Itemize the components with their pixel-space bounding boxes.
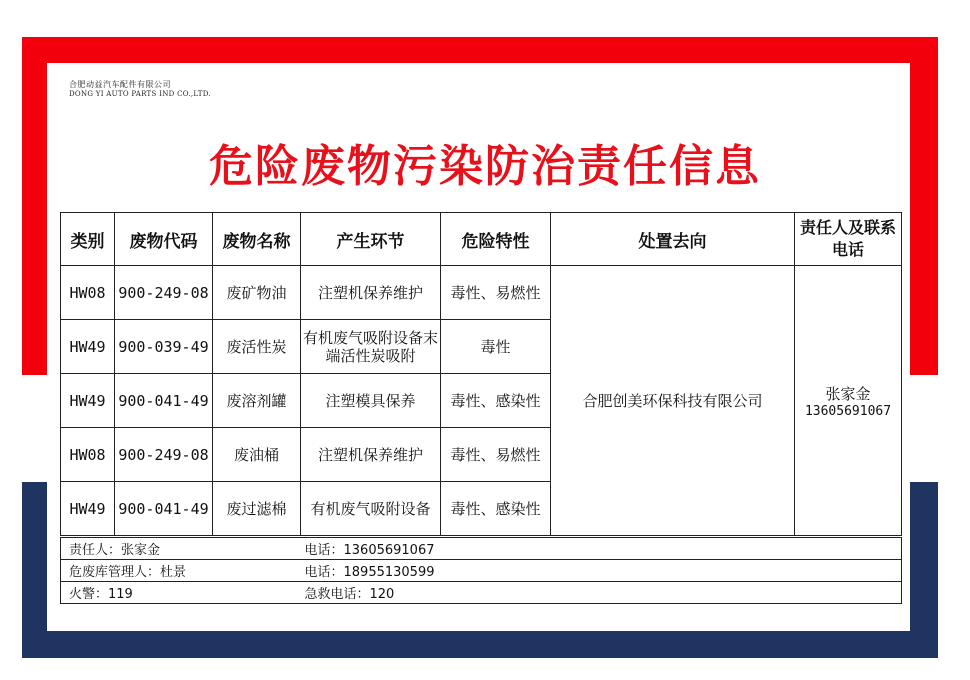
table-header-row — [61, 213, 902, 266]
cell-name: 废油桶 — [213, 428, 301, 482]
footer-contact-left: 危废库管理人：杜景 — [61, 560, 297, 582]
cell-process: 注塑机保养维护 — [301, 266, 441, 320]
header-process: 产生环节 — [301, 213, 441, 266]
company-name-cn: 合肥动益汽车配件有限公司 — [69, 80, 171, 89]
responsible-phone: 13605691067 — [804, 403, 892, 419]
header-name: 废物名称 — [213, 213, 301, 266]
footer-contact-right: 电话：13605691067 — [297, 538, 902, 560]
cell-hazard: 毒性、易燃性 — [441, 266, 551, 320]
cell-name: 废溶剂罐 — [213, 374, 301, 428]
header-code: 废物代码 — [115, 213, 213, 266]
header-responsible: 责任人及联系电话 — [795, 213, 902, 266]
cell-hazard: 毒性、易燃性 — [441, 428, 551, 482]
cell-code: 900-249-08 — [115, 428, 213, 482]
cell-hazard: 毒性 — [441, 320, 551, 374]
cell-process: 注塑模具保养 — [301, 374, 441, 428]
contact-footer-table — [60, 537, 902, 604]
cell-category: HW08 — [61, 428, 115, 482]
cell-category: HW49 — [61, 482, 115, 536]
cell-code: 900-039-49 — [115, 320, 213, 374]
cell-name: 废矿物油 — [213, 266, 301, 320]
cell-responsible — [795, 266, 902, 536]
cell-code: 900-041-49 — [115, 482, 213, 536]
cell-hazard: 毒性、感染性 — [441, 374, 551, 428]
company-name-en: DONG YI AUTO PARTS IND CO.,LTD. — [69, 90, 211, 98]
header-category: 类别 — [61, 213, 115, 266]
cell-hazard: 毒性、感染性 — [441, 482, 551, 536]
hazardous-waste-table — [60, 212, 902, 536]
cell-code: 900-041-49 — [115, 374, 213, 428]
cell-category: HW49 — [61, 374, 115, 428]
cell-name: 废过滤棉 — [213, 482, 301, 536]
responsible-name: 张家金 — [825, 384, 871, 403]
cell-name: 废活性炭 — [213, 320, 301, 374]
cell-process: 有机废气吸附设备末端活性炭吸附 — [301, 320, 441, 374]
cell-process: 注塑机保养维护 — [301, 428, 441, 482]
cell-category: HW49 — [61, 320, 115, 374]
footer-contact-left: 责任人：张家金 — [61, 538, 297, 560]
footer-contact-left: 火警：119 — [61, 582, 297, 604]
header-hazard: 危险特性 — [441, 213, 551, 266]
table-row — [61, 266, 902, 320]
cell-process: 有机废气吸附设备 — [301, 482, 441, 536]
footer-row — [61, 582, 902, 604]
page-title: 危险废物污染防治责任信息 — [209, 141, 761, 192]
footer-contact-right: 电话：18955130599 — [297, 560, 902, 582]
footer-contact-right: 急救电话：120 — [297, 582, 902, 604]
cell-code: 900-249-08 — [115, 266, 213, 320]
header-disposal: 处置去向 — [551, 213, 795, 266]
footer-row — [61, 560, 902, 582]
cell-disposal: 合肥创美环保科技有限公司 — [551, 266, 795, 536]
cell-category: HW08 — [61, 266, 115, 320]
footer-row — [61, 538, 902, 560]
